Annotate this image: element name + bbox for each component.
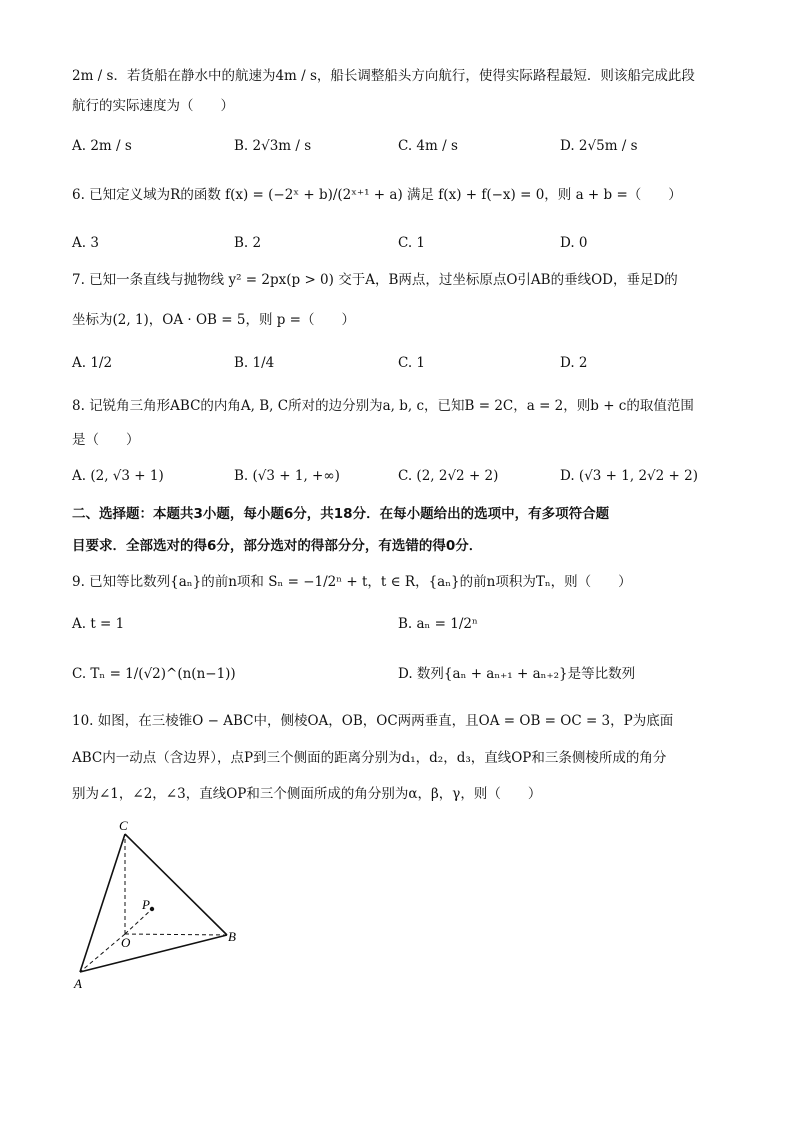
q9-option-d: D. 数列{aₙ + aₙ₊₁ + aₙ₊₂}是等比数列	[398, 666, 636, 682]
q7-line2: 坐标为(2, 1)，OA · OB = 5，则 p =（ ）	[72, 312, 355, 328]
q5-option-c: C. 4m / s	[398, 138, 458, 154]
q10-line1: 10. 如图，在三棱锥O − ABC中，侧棱OA，OB，OC两两垂直，且OA = OB = OC = 3，P为底面	[72, 713, 674, 729]
q6-stem: 6. 已知定义域为R的函数 f(x) = (−2ˣ + b)/(2ˣ⁺¹ + a) 满足 f(x) + f(−x) = 0，则 a + b =（ ）	[72, 187, 682, 203]
q7-option-a: A. 1/2	[72, 355, 113, 371]
q9-option-a: A. t = 1	[72, 616, 125, 632]
q6-option-b: B. 2	[234, 235, 262, 251]
q6-option-a: A. 3	[72, 235, 99, 251]
q9-option-c: C. Tₙ = 1/(√2)^(n(n−1))	[72, 666, 236, 682]
q5-option-d: D. 2√5m / s	[560, 138, 638, 154]
q5-option-a: A. 2m / s	[72, 138, 132, 154]
section2-heading-line2: 目要求．全部选对的得6分，部分选对的得部分分，有选错的得0分．	[72, 538, 483, 554]
edge-ob	[125, 934, 227, 935]
label-p: P	[142, 897, 150, 912]
segment-op	[125, 909, 152, 934]
q10-line2: ABC内一动点（含边界），点P到三个侧面的距离分别为d₁，d₂，d₃，直线OP和三条侧棱所成的角分	[72, 750, 667, 766]
q6-option-d: D. 0	[560, 235, 588, 251]
q8-option-d: D. (√3 + 1, 2√2 + 2)	[560, 468, 698, 484]
label-c: C	[119, 818, 128, 833]
edge-cb	[125, 834, 227, 935]
q9-option-b: B. aₙ = 1/2ⁿ	[398, 616, 478, 632]
point-p	[150, 907, 154, 911]
q8-line2: 是（ ）	[72, 432, 140, 448]
label-a: A	[74, 976, 82, 991]
section2-heading-line1: 二、选择题：本题共3小题，每小题6分，共18分．在每小题给出的选项中，有多项符合题	[72, 506, 610, 522]
q8-option-b: B. (√3 + 1, +∞)	[234, 468, 340, 484]
q9-stem: 9. 已知等比数列{aₙ}的前n项和 Sₙ = −1/2ⁿ + t，t ∈ R，{aₙ}的前n项积为Tₙ，则（ ）	[72, 574, 632, 590]
q5-line2: 航行的实际速度为（ ）	[72, 98, 234, 114]
q8-option-a: A. (2, √3 + 1)	[72, 468, 164, 484]
label-o: O	[121, 935, 131, 950]
q7-option-d: D. 2	[560, 355, 588, 371]
q7-line1: 7. 已知一条直线与抛物线 y² = 2px(p > 0) 交于A，B两点，过坐标原点O引AB的垂线OD，垂足D的	[72, 272, 678, 288]
q7-option-b: B. 1/4	[234, 355, 275, 371]
q6-option-c: C. 1	[398, 235, 426, 251]
q8-line1: 8. 记锐角三角形ABC的内角A, B, C所对的边分别为a, b, c，已知B = 2C，a = 2，则b + c的取值范围	[72, 398, 694, 414]
pyramid-figure	[60, 812, 260, 997]
label-b: B	[228, 929, 236, 944]
q5-option-b: B. 2√3m / s	[234, 138, 312, 154]
q5-line1: 2m / s．若货船在静水中的航速为4m / s，船长调整船头方向航行，使得实际路程最短．则该船完成此段	[72, 68, 695, 84]
q10-line3: 别为∠1，∠2，∠3，直线OP和三个侧面所成的角分别为α，β，γ，则（ ）	[72, 786, 542, 802]
q7-option-c: C. 1	[398, 355, 426, 371]
q8-option-c: C. (2, 2√2 + 2)	[398, 468, 499, 484]
edge-ca	[80, 834, 125, 972]
